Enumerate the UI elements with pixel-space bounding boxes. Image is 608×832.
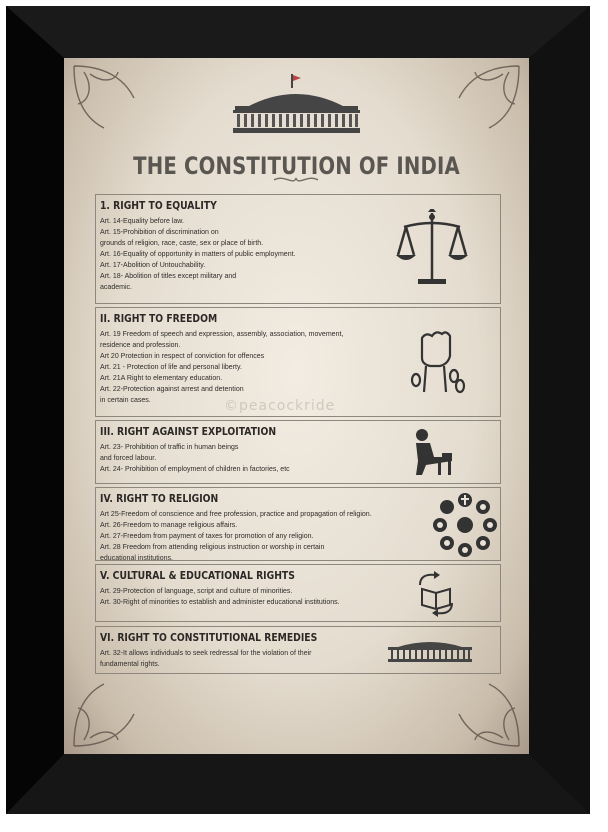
section-title: V. CULTURAL & EDUCATIONAL RIGHTS (100, 570, 295, 582)
list-item: Art. 28 Freedom from attending religious instruction or worship in certain (100, 542, 325, 551)
list-item: Art. 29-Protection of language, script and culture of minorities. (100, 586, 293, 595)
scales-of-justice-icon (396, 209, 468, 289)
section-right-against-exploitation (95, 420, 501, 484)
section-right-to-equality (95, 194, 501, 304)
list-item: residence and profession. (100, 340, 181, 349)
section-items (100, 215, 306, 292)
list-item: Art. 21 - Protection of life and personal liberty. (100, 362, 242, 371)
list-item: Art. 23- Prohibition of traffic in human beings (100, 442, 239, 451)
list-item: Art. 16-Equality of opportunity in matters of public employment. (100, 249, 296, 258)
section-items (100, 585, 352, 607)
list-item: Art. 27-Freedom from payment of taxes for promotion of any religion. (100, 531, 314, 540)
child-labour-icon (412, 427, 456, 477)
raised-fist-broken-chain-icon (408, 328, 468, 400)
section-items (100, 647, 323, 669)
list-item: Art. 22-Protection against arrest and detention (100, 384, 244, 393)
list-item: Art. 19 Freedom of speech and expression, assembly, association, movement, (100, 329, 344, 338)
section-title: II. RIGHT TO FREEDOM (100, 313, 218, 325)
list-item: Art 25-Freedom of conscience and free profession, practice and propagation of religion. (100, 509, 372, 518)
book-arrows-icon (414, 571, 458, 617)
section-constitutional-remedies (95, 626, 501, 674)
list-item: and forced labour. (100, 453, 157, 462)
list-item: Art. 32-It allows individuals to seek redressal for the violation of their (100, 648, 312, 657)
section-items (100, 441, 300, 474)
poster-title: THE CONSTITUTION OF INDIA (133, 152, 460, 180)
section-cultural-educational-rights (95, 564, 501, 622)
list-item: Art. 21A Right to elementary education. (100, 373, 223, 382)
list-item: Art. 24- Prohibition of employment of children in factories, etc (100, 464, 290, 473)
list-item: educational institutions. (100, 553, 174, 562)
list-item: fundamental rights. (100, 659, 160, 668)
list-item: in certain cases. (100, 395, 151, 404)
constitution-poster (64, 58, 529, 754)
section-items (100, 508, 386, 563)
list-item: grounds of religion, race, caste, sex or place of birth. (100, 238, 264, 247)
section-title: VI. RIGHT TO CONSTITUTIONAL REMEDIES (100, 632, 318, 644)
list-item: Art. 14-Equality before law. (100, 216, 184, 225)
list-item: Art. 30-Right of minorities to establish and administer educational institutions. (100, 597, 340, 606)
parliament-building-icon (229, 72, 364, 138)
parliament-building-icon (386, 637, 474, 663)
section-title: IV. RIGHT TO RELIGION (100, 493, 219, 505)
list-item: Art. 26-Freedom to manage religious affairs. (100, 520, 238, 529)
list-item: Art 20 Protection in respect of conviction for offences (100, 351, 265, 360)
list-item: Art. 17-Abolition of Untouchability. (100, 260, 206, 269)
list-item: Art. 18- Abolition of titles except military and (100, 271, 237, 280)
section-right-to-religion (95, 487, 501, 561)
section-title: 1. RIGHT TO EQUALITY (100, 200, 217, 212)
section-right-to-freedom (95, 307, 501, 417)
religion-symbols-icon (432, 492, 498, 558)
section-title: III. RIGHT AGAINST EXPLOITATION (100, 426, 277, 438)
list-item: Art. 15-Prohibition of discrimination on (100, 227, 219, 236)
list-item: academic. (100, 282, 133, 291)
section-items (100, 328, 356, 405)
watermark: ©peacockride (224, 398, 336, 414)
